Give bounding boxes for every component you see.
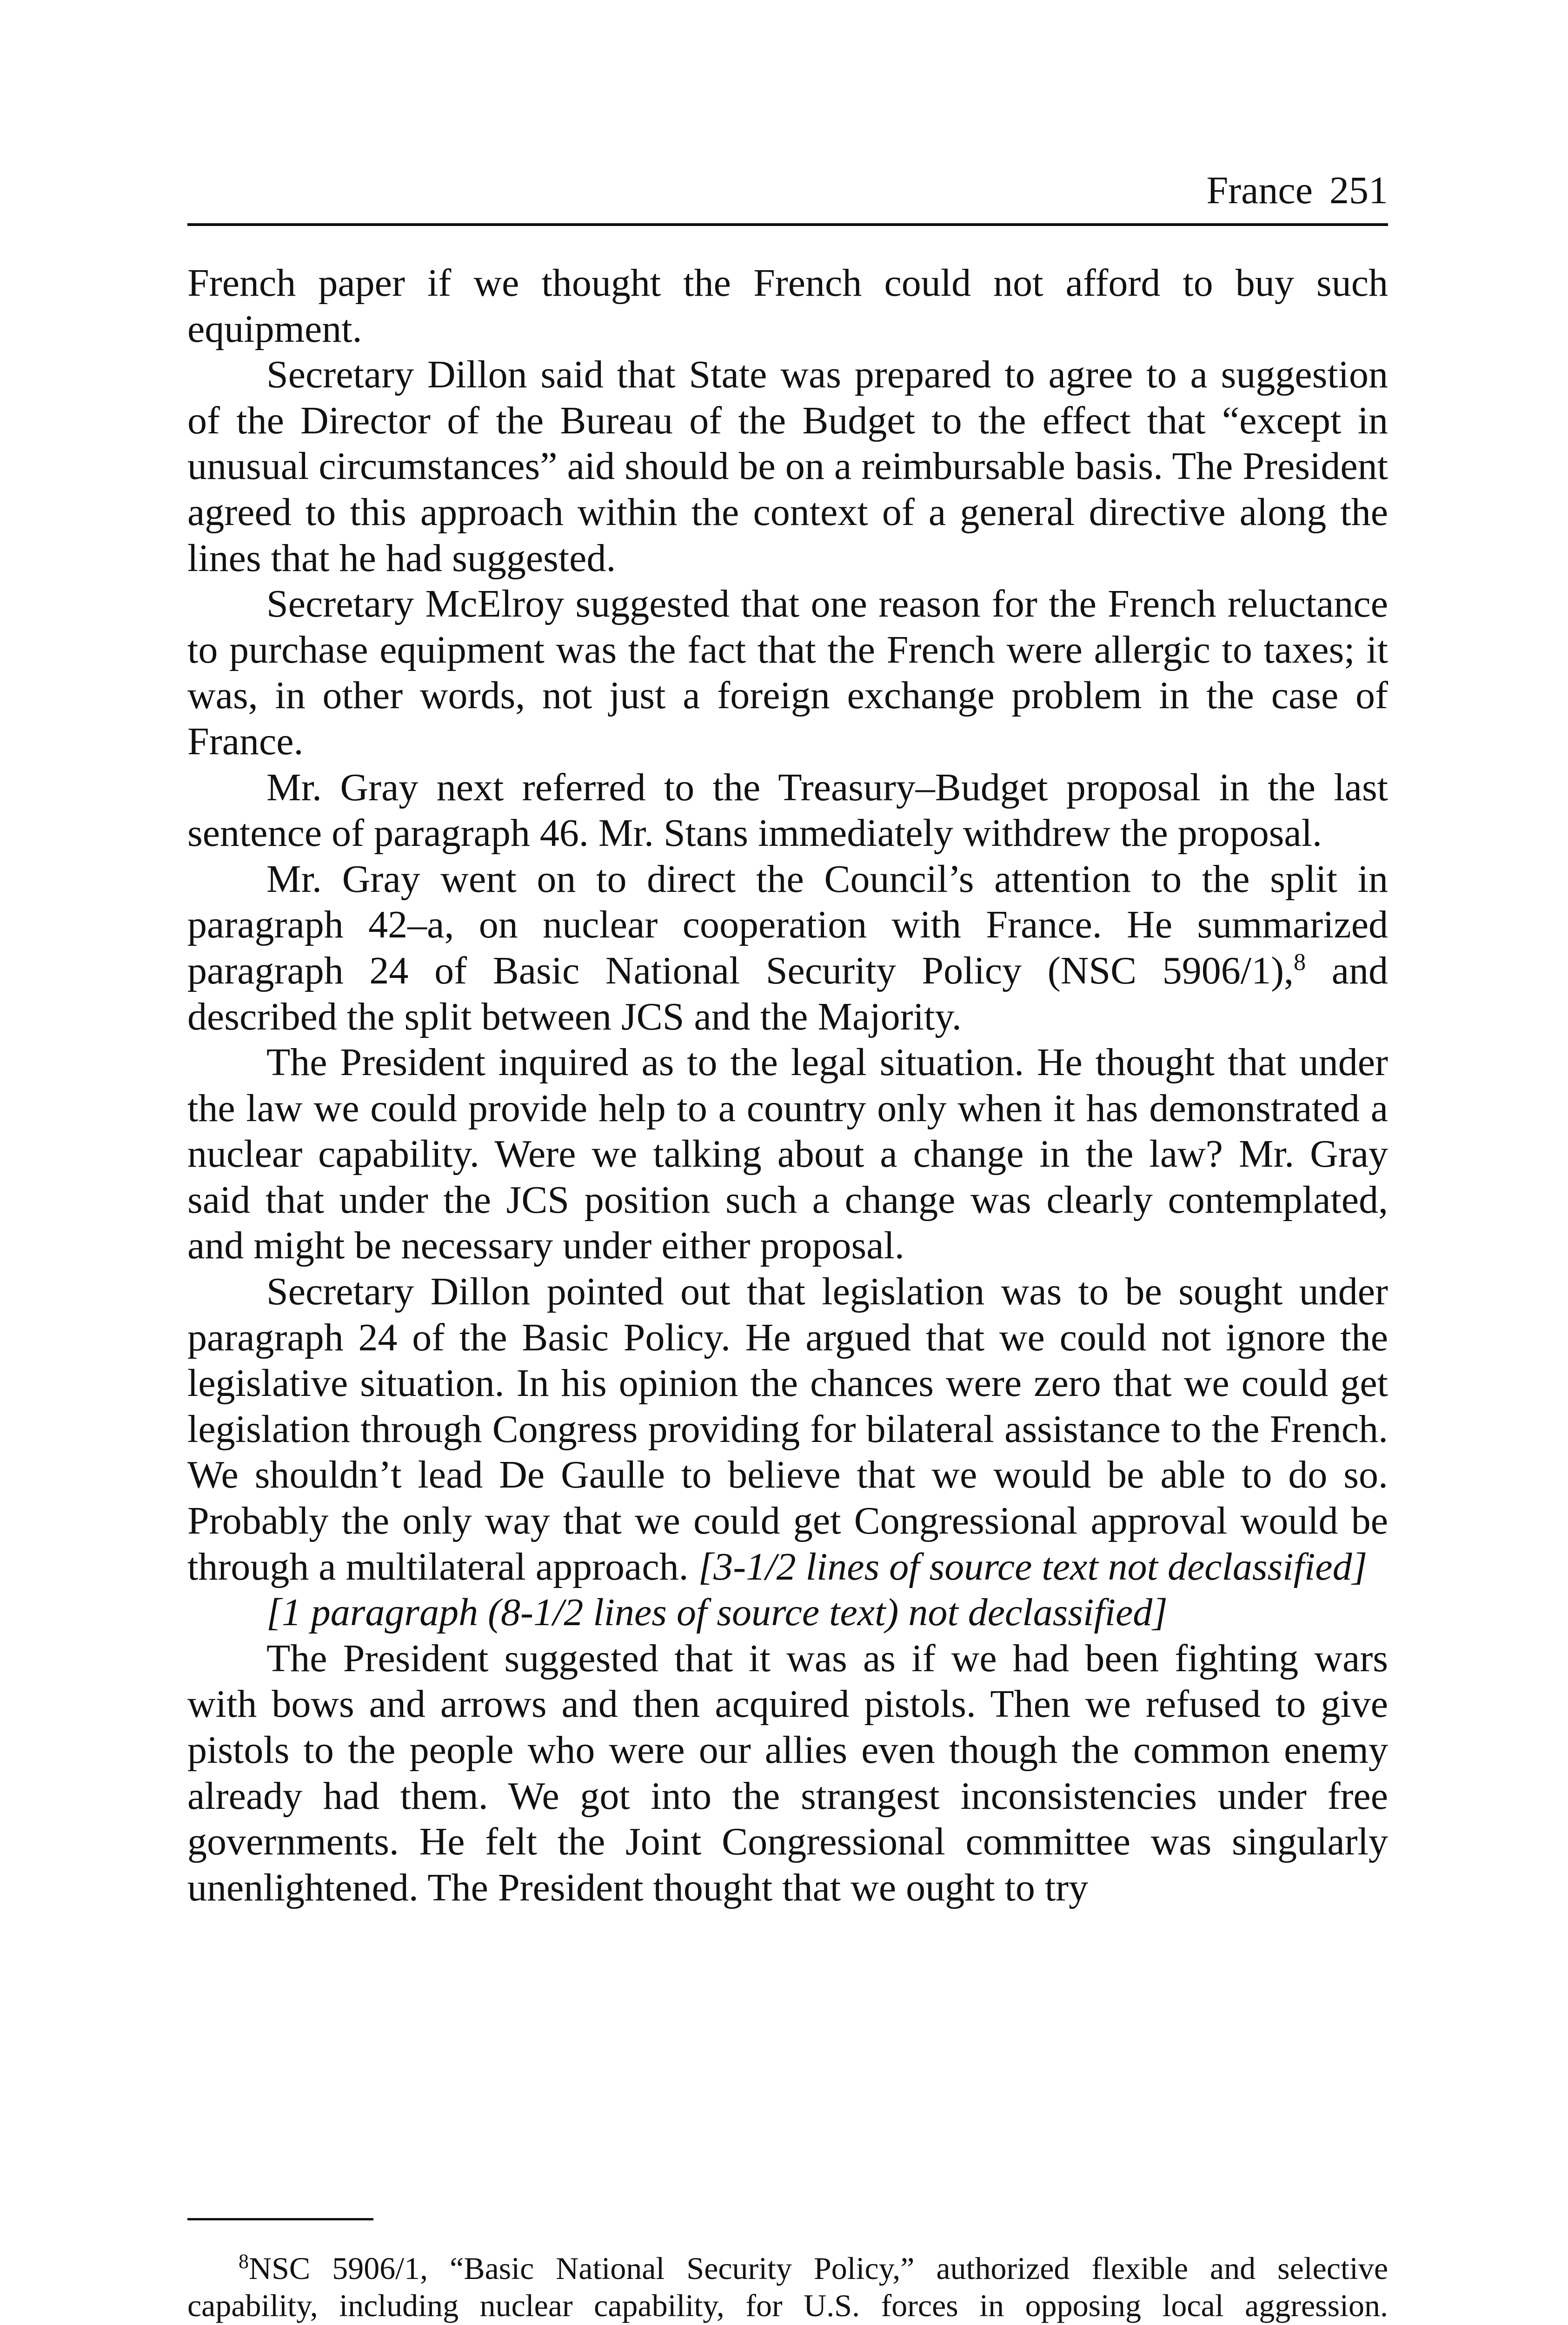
body-text <box>187 260 1388 1911</box>
paragraph: The President suggested that it was as if we had been fighting wars with bows and arrows and then acquired pistols. Then we refused to give pistols to the people who were our allies even though the common enemy already had them. We got into the strangest inconsistencies under free governments. He felt the Joint Congressional committee was singularly unenlightened. The President thought that we ought to try <box>187 1636 1388 1909</box>
footnote-text: NSC 5906/1, “Basic National Security Policy,” authorized flexible and selective capability, including nuclear capability, for U.S. forces in opposing local aggression. <box>187 2251 1388 2323</box>
paragraph <box>187 1590 1388 1636</box>
paragraph-text: Mr. Gray went on to direct the Council’s attention to the split in paragraph 42–a, on nuclear cooperation with France. He summarized paragraph 24 of Basic National Security Policy (NSC 5906/1), <box>187 857 1388 992</box>
paragraph: The President inquired as to the legal situation. He thought that under the law we could provide help to a country only when it has demonstrated a nuclear capability. Were we talking about a change in the law? Mr. Gray said that under the JCS position such a change was clearly contemplated, and might be necessary under either proposal. <box>187 1041 1388 1268</box>
paragraph: Mr. Gray next referred to the Treasury–Budget proposal in the last sentence of paragraph 46. Mr. Stans immediately withdrew the proposal. <box>187 765 1388 855</box>
footnote-reference: 8 <box>1294 949 1306 976</box>
footnote-paragraph <box>187 2250 1388 2325</box>
page-number: 251 <box>1329 169 1388 212</box>
footnote-marker: 8 <box>239 2250 249 2273</box>
paragraph <box>187 857 1388 1040</box>
redaction-note: [1 paragraph (8-1/2 lines of source text) not declassified] <box>266 1591 1168 1634</box>
running-header <box>187 167 1388 214</box>
paragraph: Secretary Dillon said that State was prepared to agree to a suggestion of the Director of the Bureau of the Budget to the effect that “except in unusual circumstances” aid should be on a reimbursable basis. The President agreed to this approach within the context of a general directive along the lines that he had suggested. <box>187 353 1388 580</box>
footnote-rule <box>187 2218 373 2220</box>
footnote <box>187 2250 1388 2325</box>
running-title: France <box>1206 169 1313 212</box>
redaction-note: [3-1/2 lines of source text not declassified] <box>698 1545 1368 1588</box>
paragraph-text: Secretary Dillon pointed out that legislation was to be sought under paragraph 24 of the Basic Policy. He argued that we could not ignore the legislative situation. In his opinion the chances were zero that we could get legislation through Congress providing for bilateral assistance to the French. We shouldn’t lead De Gaulle to believe that we would be able to do so. Probably the only way that we could get Congressional approval would be through a multilateral approach. <box>187 1270 1388 1588</box>
paragraph-text: and described the split between JCS and the Majority. <box>187 949 1388 1038</box>
paragraph <box>187 1269 1388 1590</box>
paragraph-continued: French paper if we thought the French could not afford to buy such equipment. <box>187 261 1388 351</box>
paragraph: Secretary McElroy suggested that one reason for the French reluctance to purchase equipment was the fact that the French were allergic to taxes; it was, in other words, not just a foreign exchange problem in the case of France. <box>187 582 1388 763</box>
header-rule <box>187 223 1388 226</box>
